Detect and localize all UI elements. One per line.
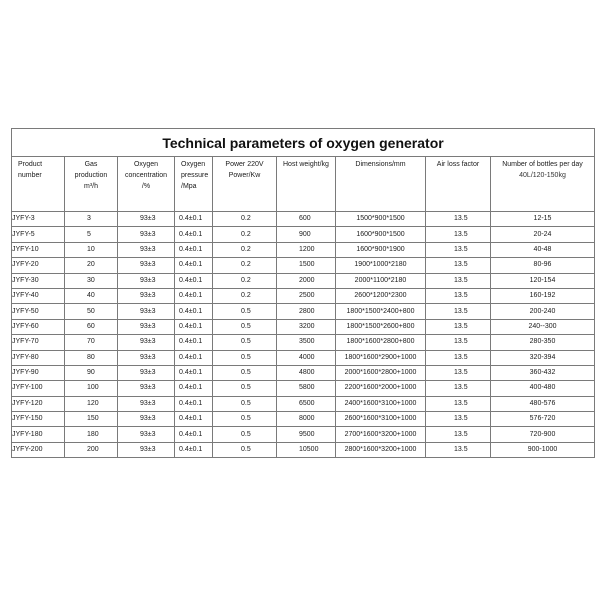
table-cell: 2500 xyxy=(277,288,336,303)
table-cell: 900-1000 xyxy=(491,442,595,457)
column-header-line: production xyxy=(74,172,108,179)
table-cell: 0.4±0.1 xyxy=(175,442,213,457)
table-cell: 13.5 xyxy=(426,242,491,257)
table-cell: 0.5 xyxy=(213,442,277,457)
table-cell: 0.2 xyxy=(213,242,277,257)
table-body xyxy=(12,212,595,458)
table-cell: 6500 xyxy=(277,396,336,411)
table-cell: 0.5 xyxy=(213,335,277,350)
table-cell: 0.4±0.1 xyxy=(175,335,213,350)
table-cell: 0.4±0.1 xyxy=(175,227,213,242)
column-header xyxy=(213,157,277,212)
column-header-line: 40L/120-150kg xyxy=(519,172,566,179)
table-cell: 120 xyxy=(65,396,118,411)
column-header-line: Power/Kw xyxy=(228,172,261,179)
column-header xyxy=(426,157,491,212)
table-cell: 1800*1600*2900+1000 xyxy=(336,350,426,365)
table-cell: 4800 xyxy=(277,365,336,380)
table-cell: 93±3 xyxy=(118,227,175,242)
table-cell: 20 xyxy=(65,258,118,273)
table-cell: JYFY-150 xyxy=(12,412,65,427)
table-cell: 2800*1600*3200+1000 xyxy=(336,442,426,457)
table-cell: JYFY-80 xyxy=(12,350,65,365)
table-cell: 1600*900*1900 xyxy=(336,242,426,257)
table-row xyxy=(12,258,595,273)
table-cell: 400-480 xyxy=(491,381,595,396)
table-cell: 2000 xyxy=(277,273,336,288)
table-cell: 180 xyxy=(65,427,118,442)
table-row xyxy=(12,427,595,442)
column-header xyxy=(175,157,213,212)
table-cell: 10 xyxy=(65,242,118,257)
table-cell: 9500 xyxy=(277,427,336,442)
table-cell: 0.4±0.1 xyxy=(175,273,213,288)
table-cell: 93±3 xyxy=(118,304,175,319)
column-header-line: /Mpa xyxy=(181,183,197,190)
table-row xyxy=(12,350,595,365)
table-cell: 576-720 xyxy=(491,412,595,427)
table-cell: 13.5 xyxy=(426,288,491,303)
table-cell: 480-576 xyxy=(491,396,595,411)
table-row xyxy=(12,319,595,334)
table-cell: 13.5 xyxy=(426,335,491,350)
table-cell: 280-350 xyxy=(491,335,595,350)
table-cell: JYFY-50 xyxy=(12,304,65,319)
table-cell: 0.2 xyxy=(213,227,277,242)
table-cell: JYFY-3 xyxy=(12,212,65,227)
table-cell: 13.5 xyxy=(426,227,491,242)
table-cell: 2400*1600*3100+1000 xyxy=(336,396,426,411)
table-cell: 0.4±0.1 xyxy=(175,381,213,396)
table-cell: 93±3 xyxy=(118,319,175,334)
table-cell: 0.5 xyxy=(213,365,277,380)
table-cell: 1200 xyxy=(277,242,336,257)
column-header-line: number xyxy=(18,172,42,179)
table-cell: 0.4±0.1 xyxy=(175,242,213,257)
table-cell: 2000*1600*2800+1000 xyxy=(336,365,426,380)
table-cell: 93±3 xyxy=(118,335,175,350)
table-cell: 100 xyxy=(65,381,118,396)
table-cell: 0.4±0.1 xyxy=(175,212,213,227)
table-cell: 10500 xyxy=(277,442,336,457)
table-cell: 40-48 xyxy=(491,242,595,257)
table-cell: 1500 xyxy=(277,258,336,273)
column-header-line: Oxygen xyxy=(181,161,206,168)
table-cell: JYFY-70 xyxy=(12,335,65,350)
table-cell: 13.5 xyxy=(426,212,491,227)
table-cell: 1900*1000*2180 xyxy=(336,258,426,273)
table-cell: 0.2 xyxy=(213,273,277,288)
table-cell: 13.5 xyxy=(426,381,491,396)
column-header xyxy=(277,157,336,212)
table-cell: 0.2 xyxy=(213,212,277,227)
table-cell: 1600*900*1500 xyxy=(336,227,426,242)
table-cell: 720-900 xyxy=(491,427,595,442)
table-row xyxy=(12,412,595,427)
table-cell: 2700*1600*3200+1000 xyxy=(336,427,426,442)
table-cell: 93±3 xyxy=(118,258,175,273)
table-cell: 240--300 xyxy=(491,319,595,334)
table-cell: JYFY-120 xyxy=(12,396,65,411)
table-cell: 2600*1600*3100+1000 xyxy=(336,412,426,427)
table-cell: JYFY-10 xyxy=(12,242,65,257)
table-cell: 93±3 xyxy=(118,350,175,365)
table-cell: 0.4±0.1 xyxy=(175,412,213,427)
table-cell: 0.4±0.1 xyxy=(175,350,213,365)
table-cell: 13.5 xyxy=(426,442,491,457)
table-cell: 20-24 xyxy=(491,227,595,242)
table-cell: 0.5 xyxy=(213,427,277,442)
table-cell: 93±3 xyxy=(118,273,175,288)
table-row xyxy=(12,273,595,288)
table-cell: 1800*1500*2600+800 xyxy=(336,319,426,334)
table-row xyxy=(12,442,595,457)
column-header-line: Power 220V xyxy=(225,161,264,168)
column-header-line: m³/h xyxy=(84,183,98,190)
table-cell: JYFY-180 xyxy=(12,427,65,442)
table-cell: 13.5 xyxy=(426,258,491,273)
table-cell: 5 xyxy=(65,227,118,242)
table-cell: 93±3 xyxy=(118,427,175,442)
table-cell: 0.5 xyxy=(213,412,277,427)
table-cell: 93±3 xyxy=(118,365,175,380)
table-row xyxy=(12,396,595,411)
column-header-line: /% xyxy=(141,183,151,190)
table-cell: 0.5 xyxy=(213,350,277,365)
header-row xyxy=(12,157,595,212)
table-cell: 2800 xyxy=(277,304,336,319)
column-header-line: Product xyxy=(18,161,43,168)
table-row xyxy=(12,304,595,319)
table-cell: 1800*1600*2800+800 xyxy=(336,335,426,350)
table-cell: 70 xyxy=(65,335,118,350)
column-header-line: Gas xyxy=(84,161,98,168)
column-header-line: pressure xyxy=(181,172,209,179)
table-cell: 900 xyxy=(277,227,336,242)
table-cell: 0.4±0.1 xyxy=(175,304,213,319)
table-cell: 60 xyxy=(65,319,118,334)
table-cell: 0.4±0.1 xyxy=(175,365,213,380)
table-cell: 93±3 xyxy=(118,288,175,303)
table-cell: 1800*1500*2400+800 xyxy=(336,304,426,319)
table-cell: 0.2 xyxy=(213,288,277,303)
table-cell: 200-240 xyxy=(491,304,595,319)
table-cell: 5800 xyxy=(277,381,336,396)
table-cell: 12-15 xyxy=(491,212,595,227)
table-cell: 3500 xyxy=(277,335,336,350)
table-cell: 80-96 xyxy=(491,258,595,273)
table-cell: 90 xyxy=(65,365,118,380)
table-cell: 13.5 xyxy=(426,273,491,288)
table-cell: 0.5 xyxy=(213,381,277,396)
table-cell: 2200*1600*2000+1000 xyxy=(336,381,426,396)
table-row xyxy=(12,242,595,257)
table-row xyxy=(12,381,595,396)
column-header xyxy=(118,157,175,212)
table-cell: 2600*1200*2300 xyxy=(336,288,426,303)
table-cell: 0.4±0.1 xyxy=(175,319,213,334)
table-cell: 0.5 xyxy=(213,396,277,411)
table-cell: 93±3 xyxy=(118,412,175,427)
table-cell: 13.5 xyxy=(426,427,491,442)
column-header-line: concentration xyxy=(124,172,168,179)
column-header-line: Air loss factor xyxy=(436,161,480,168)
oxygen-generator-spec-table xyxy=(11,128,595,458)
table-cell: JYFY-40 xyxy=(12,288,65,303)
table-cell: 0.5 xyxy=(213,319,277,334)
column-header-line: Number of bottles per day xyxy=(502,161,583,168)
table-row xyxy=(12,212,595,227)
table-cell: 40 xyxy=(65,288,118,303)
table-cell: 80 xyxy=(65,350,118,365)
table-cell: 13.5 xyxy=(426,412,491,427)
column-header xyxy=(491,157,595,212)
table-cell: 0.4±0.1 xyxy=(175,427,213,442)
table-cell: 0.5 xyxy=(213,304,277,319)
table-cell: 13.5 xyxy=(426,350,491,365)
table-cell: JYFY-20 xyxy=(12,258,65,273)
table-cell: 93±3 xyxy=(118,212,175,227)
table-cell: JYFY-30 xyxy=(12,273,65,288)
table-cell: 93±3 xyxy=(118,396,175,411)
table-cell: 3200 xyxy=(277,319,336,334)
table-cell: 3 xyxy=(65,212,118,227)
column-header-line: Host weight/kg xyxy=(283,161,329,168)
table-cell: 93±3 xyxy=(118,242,175,257)
table-cell: 0.4±0.1 xyxy=(175,396,213,411)
column-header-line: Dimensions/mm xyxy=(355,161,406,168)
table-cell: 160-192 xyxy=(491,288,595,303)
table-cell: JYFY-200 xyxy=(12,442,65,457)
table-cell: 120-154 xyxy=(491,273,595,288)
table-cell: 0.2 xyxy=(213,258,277,273)
table-cell: 600 xyxy=(277,212,336,227)
table-title: Technical parameters of oxygen generator xyxy=(12,129,595,157)
column-header xyxy=(65,157,118,212)
table-cell: 50 xyxy=(65,304,118,319)
table-cell: 0.4±0.1 xyxy=(175,258,213,273)
table-cell: 4000 xyxy=(277,350,336,365)
table-cell: 360-432 xyxy=(491,365,595,380)
table-cell: 13.5 xyxy=(426,396,491,411)
table-cell: 8000 xyxy=(277,412,336,427)
table-cell: 150 xyxy=(65,412,118,427)
table-cell: 320-394 xyxy=(491,350,595,365)
table-cell: 13.5 xyxy=(426,365,491,380)
table-cell: 30 xyxy=(65,273,118,288)
table-cell: 93±3 xyxy=(118,442,175,457)
column-header-line: Oxygen xyxy=(133,161,159,168)
table-cell: JYFY-60 xyxy=(12,319,65,334)
table-cell: 200 xyxy=(65,442,118,457)
table-cell: JYFY-5 xyxy=(12,227,65,242)
table-cell: 13.5 xyxy=(426,319,491,334)
table-row xyxy=(12,335,595,350)
table-cell: JYFY-90 xyxy=(12,365,65,380)
table-cell: 2000*1100*2180 xyxy=(336,273,426,288)
table-cell: 13.5 xyxy=(426,304,491,319)
table-row xyxy=(12,227,595,242)
column-header xyxy=(12,157,65,212)
table-row xyxy=(12,365,595,380)
table-cell: 1500*900*1500 xyxy=(336,212,426,227)
column-header xyxy=(336,157,426,212)
table-row xyxy=(12,288,595,303)
title-row xyxy=(12,129,595,157)
table-cell: JYFY-100 xyxy=(12,381,65,396)
table-cell: 0.4±0.1 xyxy=(175,288,213,303)
table-cell: 93±3 xyxy=(118,381,175,396)
